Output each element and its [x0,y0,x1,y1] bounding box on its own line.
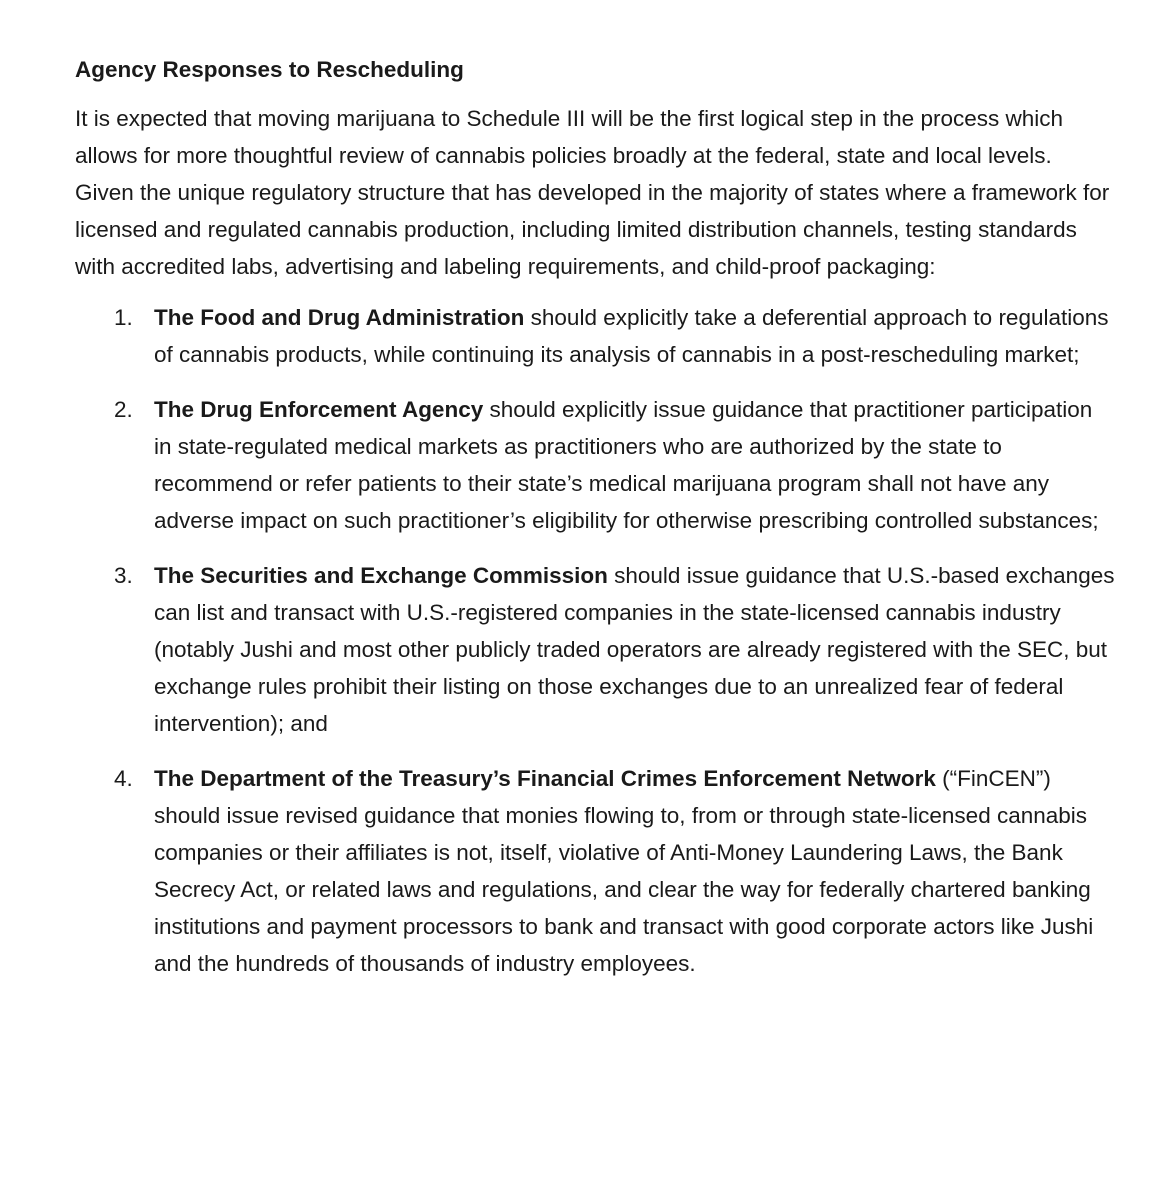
list-item-sec [75,557,1115,742]
agency-recommendation: should explicitly take a deferential approach to regulations of cannabis products, while continuing its analysis of cannabis in a post-rescheduling market; [154,305,1109,367]
agency-recommendation: (“FinCEN”) should issue revised guidance that monies flowing to, from or through state-licensed cannabis companies or their affiliates is not, itself, violative of Anti-Money Laundering Laws, the Bank Secrecy Act, or related laws and regulations, and clear the way for federally chartered banking institutions and payment processors to bank and transact with good corporate actors like Jushi and the hundreds of thousands of industry employees. [154,766,1094,976]
list-item-number: 4. [114,766,133,791]
document-page [75,54,1115,1000]
agency-recommendation: should explicitly issue guidance that practitioner participation in state-regulated medical markets as practitioners who are authorized by the state to recommend or refer patients to their state’s medical marijuana program shall not have any adverse impact on such practitioner’s eligibility for otherwise prescribing controlled substances; [154,397,1099,533]
list-item-dea [75,391,1115,539]
list-item-fda [75,299,1115,373]
agency-name: The Department of the Treasury’s Financial Crimes Enforcement Network [154,766,936,791]
list-item-fincen [75,760,1115,982]
section-heading: Agency Responses to Rescheduling [75,57,464,82]
agency-recommendation: should issue guidance that U.S.-based exchanges can list and transact with U.S.-registered companies in the state-licensed cannabis industry (notably Jushi and most other publicly traded operators are already registered with the SEC, but exchange rules prohibit their listing on those exchanges due to an unrealized fear of federal intervention); and [154,563,1115,736]
agency-name: The Food and Drug Administration [154,305,525,330]
list-item-number: 3. [114,563,133,588]
list-item-number: 2. [114,397,133,422]
list-item-number: 1. [114,305,133,330]
agency-list [75,299,1115,982]
agency-name: The Drug Enforcement Agency [154,397,484,422]
intro-paragraph: It is expected that moving marijuana to Schedule III will be the first logical step in the process which allows for more thoughtful review of cannabis policies broadly at the federal, state and local levels. Given the unique regulatory structure that has developed in the majority of states where a framework for licensed and regulated cannabis production, including limited distribution channels, testing standards with accredited labs, advertising and labeling requirements, and child-proof packaging: [75,106,1110,279]
agency-name: The Securities and Exchange Commission [154,563,608,588]
